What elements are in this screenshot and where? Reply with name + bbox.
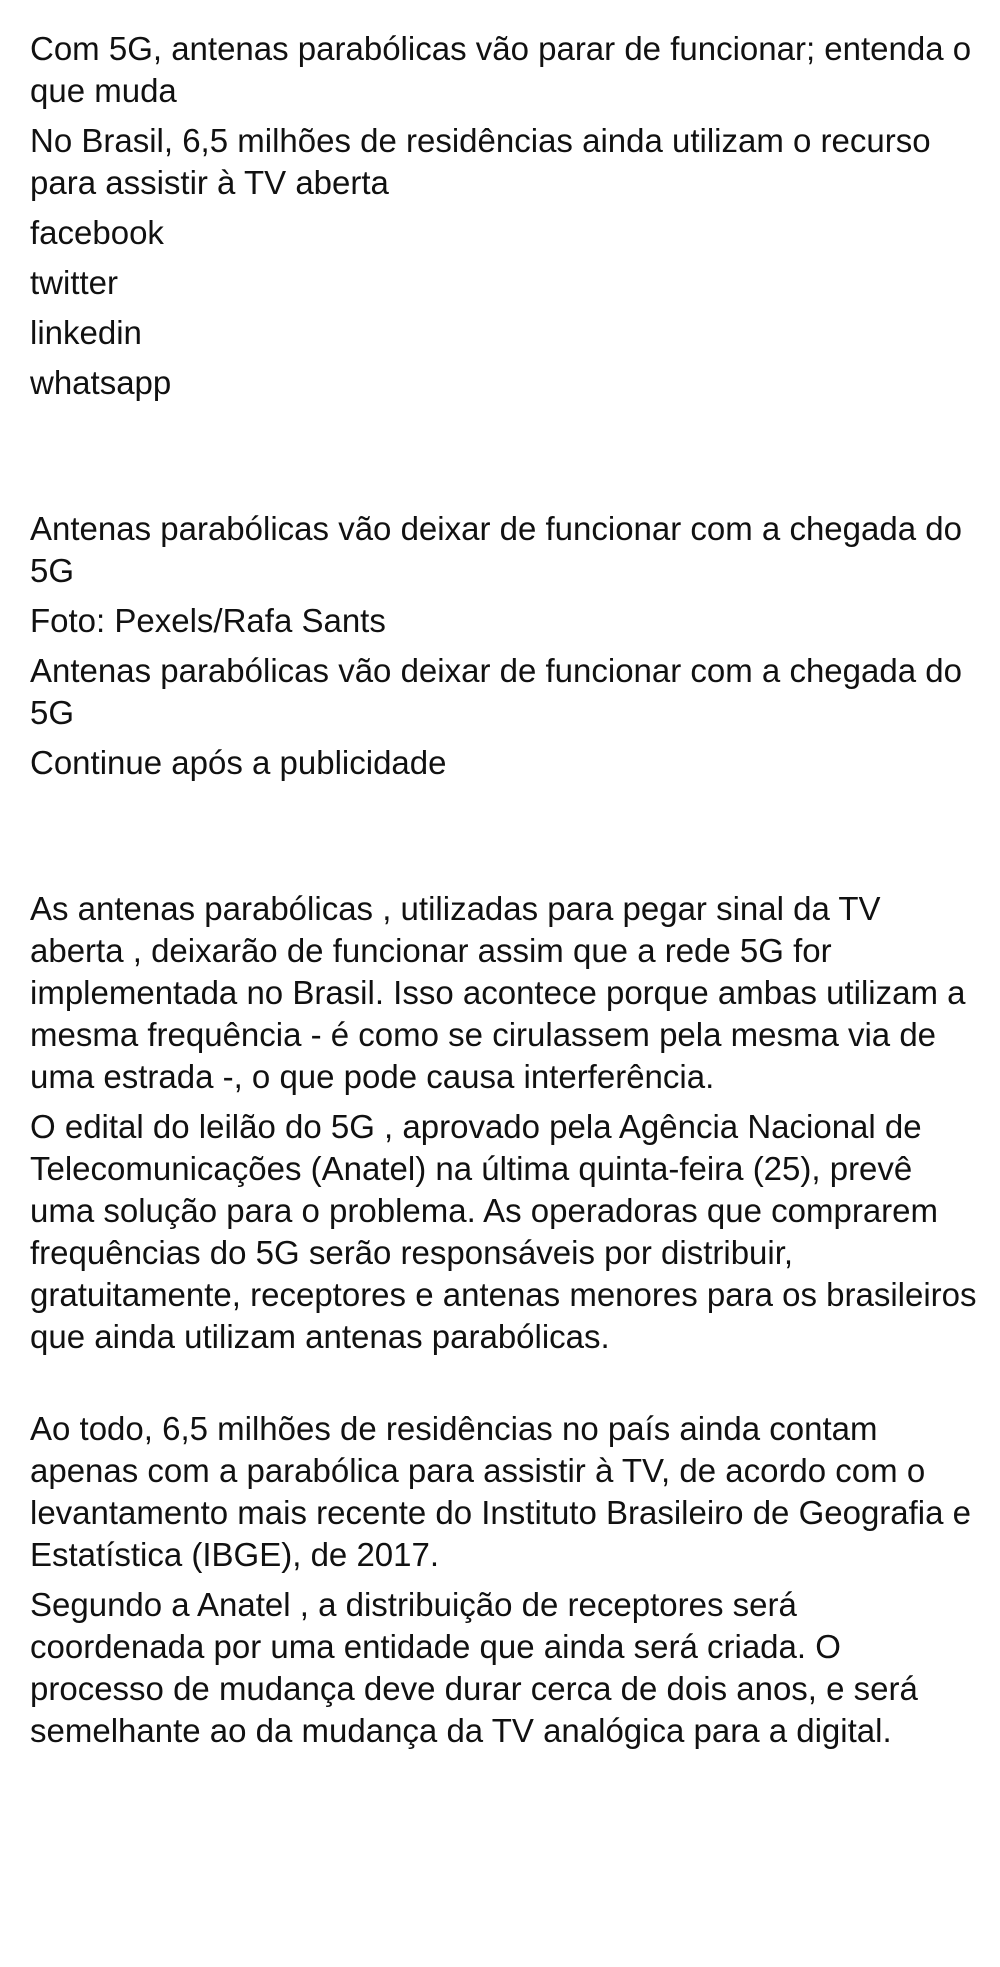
article-subheadline: No Brasil, 6,5 milhões de residências ainda utilizam o recurso para assistir à TV aberta xyxy=(30,122,931,201)
article-paragraph: O edital do leilão do 5G , aprovado pela Agência Nacional de Telecomunicações (Anatel) na última quinta-feira (25), prevê uma solução para o problema. As operadoras que comprarem frequências do 5G serão responsáveis por distribuir, gratuitamente, receptores e antenas menores para os brasileiros que ainda utilizam antenas parabólicas. xyxy=(30,1108,977,1355)
article-page xyxy=(30,28,980,1752)
article-paragraph: Segundo a Anatel , a distribuição de receptores será coordenada por uma entidade que ainda será criada. O processo de mudança deve durar cerca de dois anos, e será semelhante ao da mudança da TV analógica para a digital. xyxy=(30,1586,918,1749)
article-paragraph: Ao todo, 6,5 milhões de residências no país ainda contam apenas com a parabólica para assistir à TV, de acordo com o levantamento mais recente do Instituto Brasileiro de Geografia e Estatística (IBGE), de 2017. xyxy=(30,1410,972,1573)
image-placeholder-space xyxy=(30,404,980,508)
ad-notice: Continue após a publicidade xyxy=(30,744,447,781)
image-caption: Antenas parabólicas vão deixar de funcionar com a chegada do 5G xyxy=(30,652,962,731)
share-facebook-link[interactable]: facebook xyxy=(30,214,164,251)
photo-credit: Foto: Pexels/Rafa Sants xyxy=(30,602,386,639)
share-twitter-link[interactable]: twitter xyxy=(30,264,119,301)
article-headline: Com 5G, antenas parabólicas vão parar de funcionar; entenda o que muda xyxy=(30,30,972,109)
paragraph-break-space xyxy=(30,1358,980,1408)
ad-placeholder-space xyxy=(30,784,980,888)
image-alt-text: Antenas parabólicas vão deixar de funcionar com a chegada do 5G xyxy=(30,510,962,589)
article-paragraph: As antenas parabólicas , utilizadas para pegar sinal da TV aberta , deixarão de funcionar assim que a rede 5G for implementada no Brasil. Isso acontece porque ambas utilizam a mesma frequência - é como se cirulassem pela mesma via de uma estrada -, o que pode causa interferência. xyxy=(30,890,966,1095)
share-links xyxy=(30,212,980,404)
share-linkedin-link[interactable]: linkedin xyxy=(30,314,142,351)
share-whatsapp-link[interactable]: whatsapp xyxy=(30,364,172,401)
